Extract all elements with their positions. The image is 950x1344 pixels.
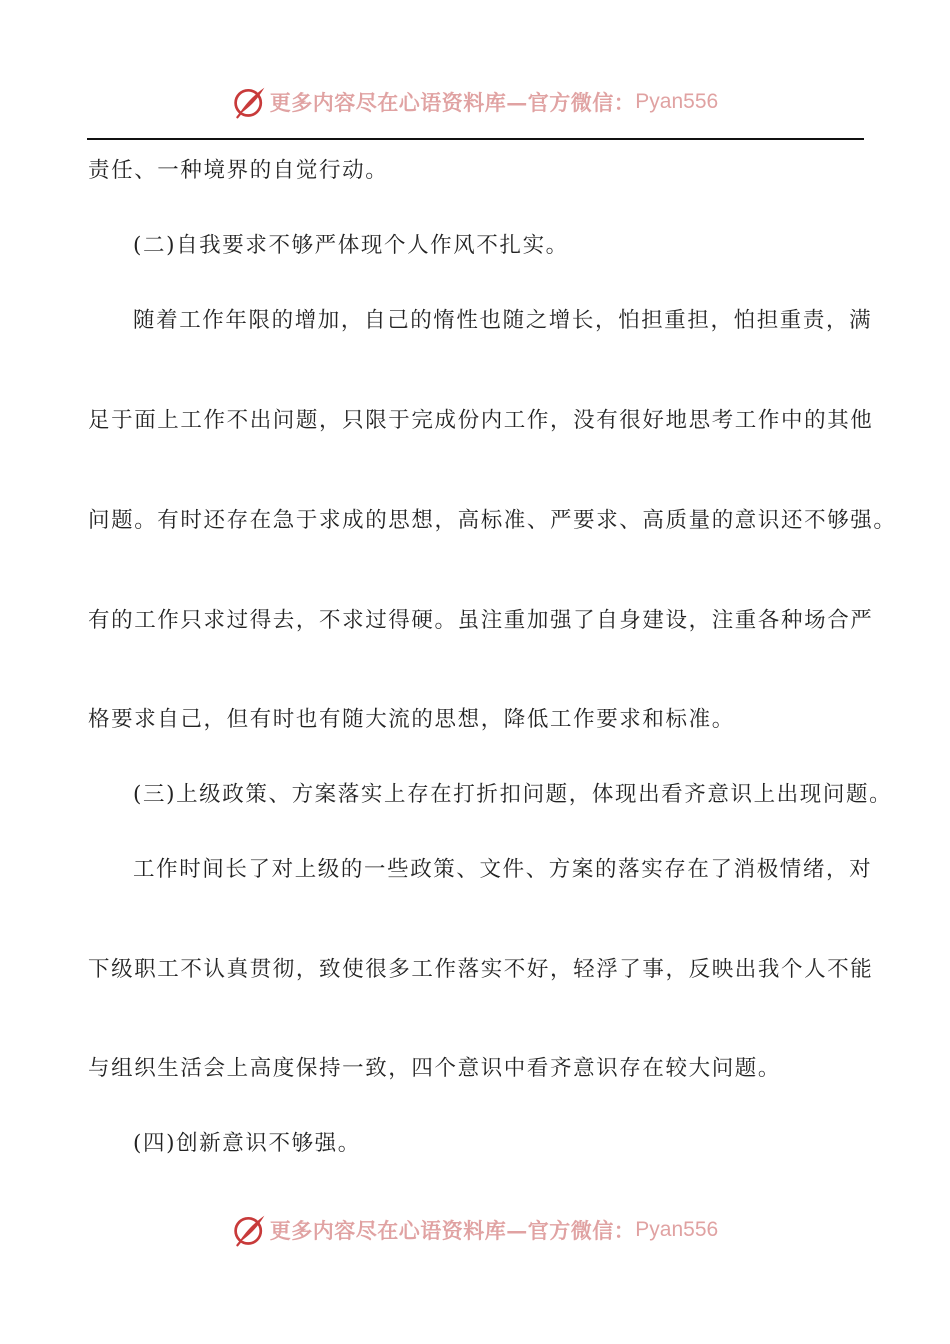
footer-banner-text: 更多内容尽在心语资料库—官方微信： bbox=[269, 1218, 636, 1243]
section-heading: (三)上级政策、方案落实上存在打折扣问题，体现出看齐意识上出现问题。 bbox=[133, 782, 893, 807]
body-line: 责任、一种境界的自觉行动。 bbox=[88, 158, 389, 183]
body-line: 工作时间长了对上级的一些政策、文件、方案的落实存在了消极情绪，对 bbox=[133, 857, 873, 882]
section-heading: (四)创新意识不够强。 bbox=[133, 1131, 361, 1156]
body-line: 足于面上工作不出问题，只限于完成份内工作，没有很好地思考工作中的其他 bbox=[88, 408, 874, 433]
footer-banner-handle: Pyan556 bbox=[635, 1218, 719, 1241]
body-line: 有的工作只求过得去，不求过得硬。虽注重加强了自身建设，注重各种场合严 bbox=[88, 608, 874, 633]
header-banner-handle: Pyan556 bbox=[635, 90, 719, 113]
header-banner bbox=[0, 80, 950, 124]
body-line: 与组织生活会上高度保持一致，四个意识中看齐意识存在较大问题。 bbox=[88, 1056, 782, 1081]
body-line: 下级职工不认真贯彻，致使很多工作落实不好，轻浮了事，反映出我个人不能 bbox=[88, 957, 874, 982]
quill-logo-icon bbox=[232, 1212, 268, 1248]
body-line: 随着工作年限的增加，自己的惰性也随之增长，怕担重担，怕担重责，满 bbox=[133, 308, 873, 333]
header-divider bbox=[87, 138, 864, 140]
body-line: 问题。有时还存在急于求成的思想，高标准、严要求、高质量的意识还不够强。 bbox=[88, 508, 897, 533]
body-line: 格要求自己，但有时也有随大流的思想，降低工作要求和标准。 bbox=[88, 707, 735, 732]
footer-banner bbox=[0, 1208, 950, 1252]
section-heading: (二)自我要求不够严体现个人作风不扎实。 bbox=[133, 233, 569, 258]
header-banner-text: 更多内容尽在心语资料库—官方微信： bbox=[269, 90, 636, 115]
quill-logo-icon bbox=[232, 84, 268, 120]
